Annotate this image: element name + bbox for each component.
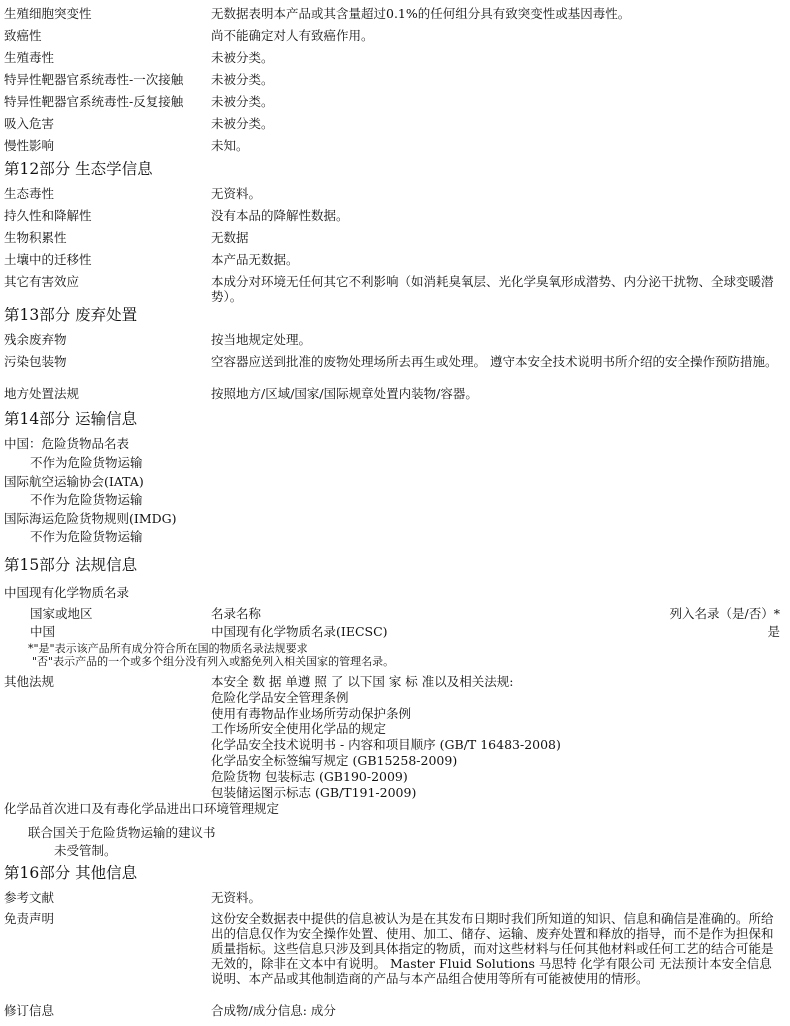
section-heading-12: 第12部分 生态学信息 [4, 160, 153, 178]
row-value: 本成分对环境无任何其它不利影响（如消耗臭氧层、光化学臭氧形成潜势、内分泌干扰物、全球变暖潜势）。 [211, 274, 774, 304]
row-label: 残余废弃物 [4, 332, 67, 347]
regulation-item: 危险货物 包装标志 (GB190-2009) [211, 768, 408, 784]
regulation-item: 本安全 数 据 单遵 照 了 以下国 家 标 准以及相关法规: [211, 674, 514, 689]
section-heading-13: 第13部分 废弃处置 [4, 306, 138, 324]
table-note: "否"表示产品的一个或多个组分没有列入或豁免列入相关国家的管理名录。 [32, 655, 395, 668]
row-value: 尚不能确定对人有致癌作用。 [211, 28, 374, 43]
transport-title: 国际海运危险货物规则(IMDG) [4, 511, 177, 526]
regulation-item: 工作场所安全使用化学品的规定 [211, 721, 387, 737]
row-value: 按照地方/区域/国家/国际规章处置内装物/容器。 [211, 386, 478, 401]
section-heading-15: 第15部分 法规信息 [4, 556, 138, 574]
row-label: 慢性影响 [4, 138, 55, 153]
table-header-country: 国家或地区 [30, 606, 93, 621]
row-value: 空容器应送到批准的废物处理场所去再生或处理。 遵守本安全技术说明书所介绍的安全操作预防措施。 [211, 354, 778, 369]
row-label: 污染包装物 [4, 354, 67, 369]
row-value: 未被分类。 [211, 94, 274, 109]
regulation-item: 化学品安全标签编写规定 (GB15258-2009) [211, 752, 458, 768]
row-value: 未知。 [211, 138, 249, 153]
table-header-name: 名录名称 [211, 606, 262, 621]
regulation-item: 危险化学品安全管理条例 [211, 689, 349, 705]
row-value: 按当地规定处理。 [211, 332, 312, 347]
regulation-item: 化学品安全技术说明书 - 内容和项目顺序 (GB/T 16483-2008) [211, 737, 561, 753]
row-value: 无数据 [211, 230, 249, 245]
row-label: 生态毒性 [4, 186, 55, 201]
row-label: 修订信息 [4, 1003, 55, 1018]
transport-detail: 不作为危险货物运输 [30, 455, 143, 470]
inventory-title: 中国现有化学物质名录 [4, 585, 130, 600]
row-label: 持久性和降解性 [4, 208, 92, 223]
row-value: 无数据表明本产品或其含量超过0.1%的任何组分具有致突变性或基因毒性。 [211, 6, 631, 21]
row-value: 无资料。 [211, 890, 262, 905]
row-label: 免责声明 [4, 911, 55, 926]
table-cell-country: 中国 [30, 624, 56, 639]
section-heading-14: 第14部分 运输信息 [4, 410, 138, 428]
transport-title: 国际航空运输协会(IATA) [4, 474, 144, 489]
row-label: 生物积累性 [4, 230, 67, 245]
other-regulations-label: 其他法规 [4, 674, 55, 689]
row-label: 特异性靶器官系统毒性-反复接触 [4, 94, 184, 109]
row-value: 未被分类。 [211, 116, 274, 131]
regulation-item: 包装储运图示标志 (GB/T191-2009) [211, 784, 417, 800]
table-header-listed: 列入名录（是/否）* [669, 606, 780, 621]
table-cell-name: 中国现有化学物质名录(IECSC) [211, 624, 388, 639]
import-regulation-title: 化学品首次进口及有毒化学品进出口环境管理规定 [4, 801, 280, 816]
un-recommendation-value: 未受管制。 [54, 843, 117, 858]
row-value: 无资料。 [211, 186, 262, 201]
section-heading-16: 第16部分 其他信息 [4, 864, 138, 882]
row-label: 土壤中的迁移性 [4, 252, 92, 267]
row-label: 吸入危害 [4, 116, 55, 131]
transport-title: 中国：危险货物品名表 [4, 436, 130, 451]
transport-detail: 不作为危险货物运输 [30, 492, 143, 507]
row-value: 合成物/成分信息: 成分 [211, 1003, 336, 1018]
row-label: 特异性靶器官系统毒性-一次接触 [4, 72, 184, 87]
regulation-item: 使用有毒物品作业场所劳动保护条例 [211, 705, 412, 721]
row-label: 其它有害效应 [4, 274, 80, 289]
other-regulations-list [211, 674, 561, 800]
row-label: 地方处置法规 [4, 386, 80, 401]
row-label: 参考文献 [4, 890, 55, 905]
un-recommendation-title: 联合国关于危险货物运输的建议书 [28, 825, 216, 840]
row-value: 未被分类。 [211, 50, 274, 65]
row-label: 生殖毒性 [4, 50, 55, 65]
table-cell-listed: 是 [767, 624, 780, 639]
row-value: 本产品无数据。 [211, 252, 299, 267]
row-label: 生殖细胞突变性 [4, 6, 92, 21]
row-value: 这份安全数据表中提供的信息被认为是在其发布日期时我们所知道的知识、信息和确信是准确的。所给出的信息仅作为安全操作处置、使用、加工、储存、运输、废弃处置和释放的指导，而不是作为担保和质量指标。这些信息只涉及到具体指定的物质，而对这些材料与任何其他材料或任何工艺的结合可能是无效的，除非在文本中有说明。 Master Fluid Solutions 马思特 化学有限公司 无法预计本安全信息说明、本产品或其他制造商的产品与本产品组合使用等所有可能被使用的情形。 [211, 911, 774, 986]
row-value: 未被分类。 [211, 72, 274, 87]
row-label: 致癌性 [4, 28, 42, 43]
row-value: 没有本品的降解性数据。 [211, 208, 349, 223]
table-note: *"是"表示该产品所有成分符合所在国的物质名录法规要求 [28, 642, 308, 655]
transport-detail: 不作为危险货物运输 [30, 529, 143, 544]
